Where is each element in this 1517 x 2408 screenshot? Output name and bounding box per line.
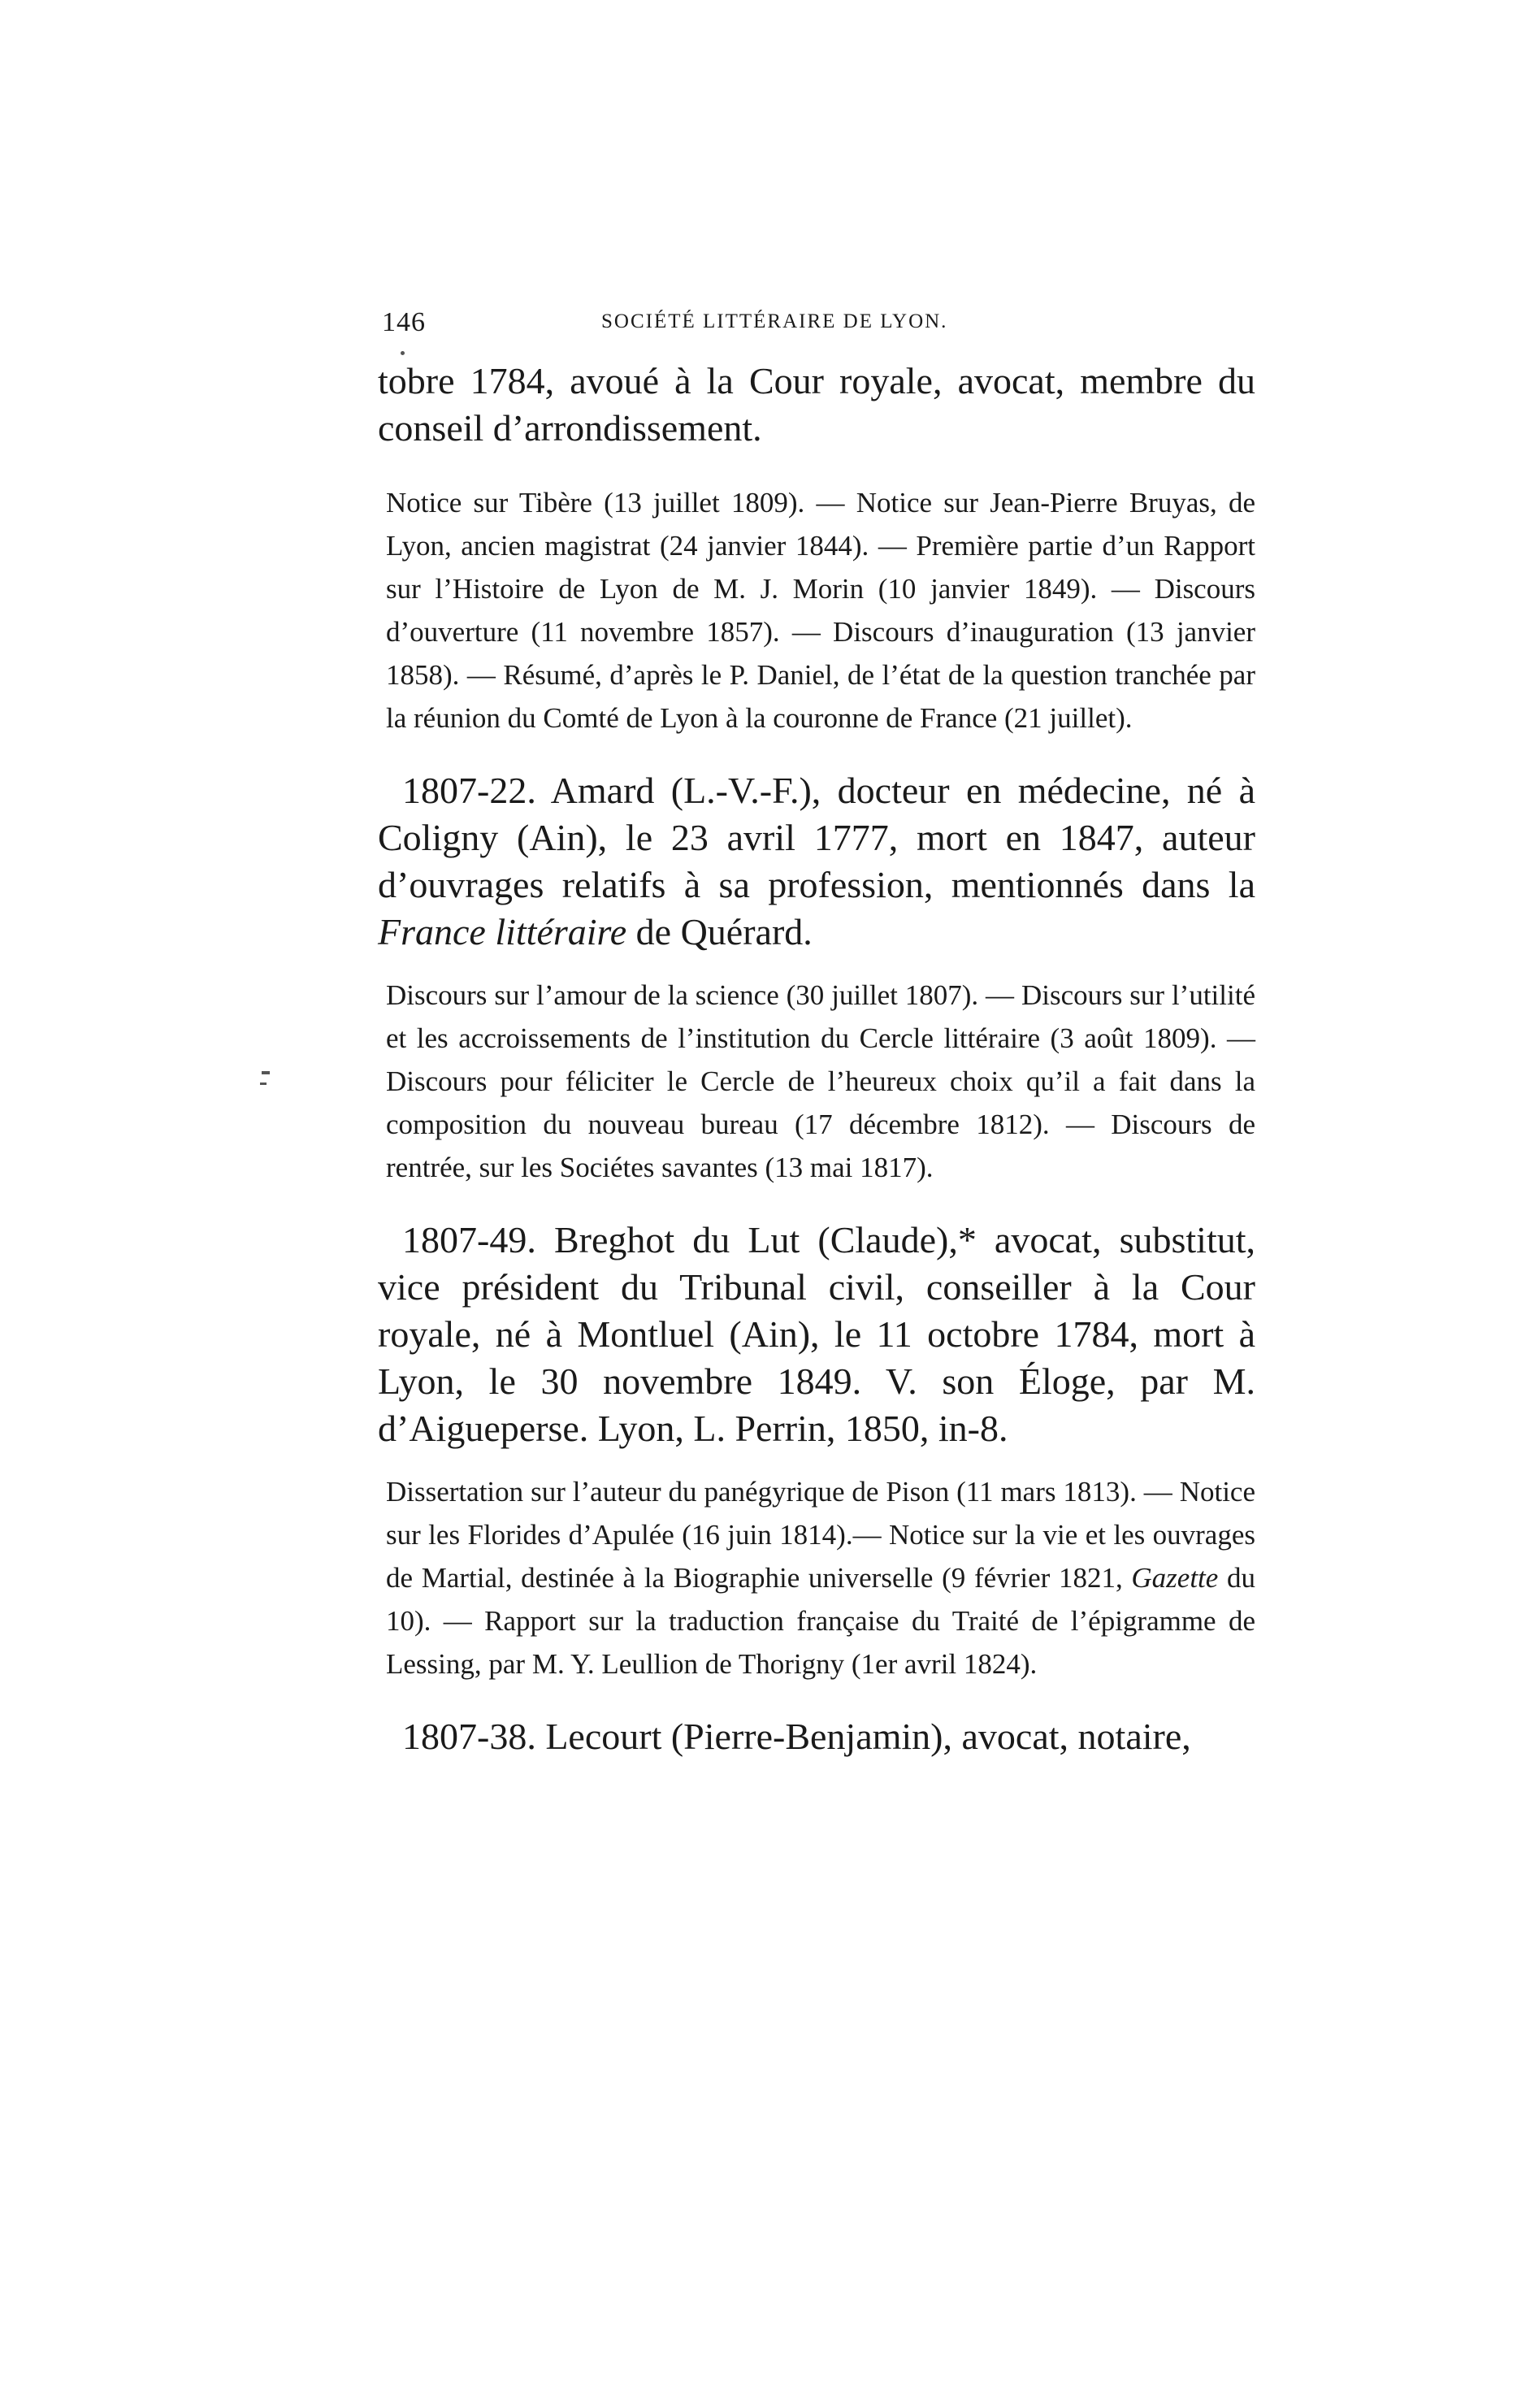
page-header	[382, 307, 1276, 348]
scan-artifact	[260, 1083, 267, 1085]
continued-entry-text: tobre 1784, avoué à la Cour royale, avocat, membre du conseil d’arrondissement.	[378, 360, 1255, 449]
entry-dates: 1807-49.	[402, 1219, 536, 1260]
entry-body	[378, 1217, 1255, 1452]
scan-artifact	[262, 1071, 270, 1074]
entry-text: Lecourt (Pierre-Benjamin), avocat, notaire,	[545, 1716, 1191, 1757]
entry-works: Discours sur l’amour de la science (30 juillet 1807). — Discours sur l’utilité et les accroissements de l’institution du Cercle littéraire (3 août 1809). — Discours pour féliciter le Cercle de l’heureux choix qu’il a fait dans la composition du nouveau bureau (17 décembre 1812). — Discours de rentrée, sur les Sociétes savantes (13 mai 1817).	[386, 979, 1255, 1183]
entry-text: Amard (L.-V.-F.), docteur en médecine, né à Coligny (Ain), le 23 avril 1777, mort en 1847, auteur d’ouvrages relatifs à sa profession, mentionnés dans la	[378, 770, 1255, 905]
works-italic: Gazette	[1131, 1562, 1219, 1594]
entry-works	[378, 1470, 1255, 1686]
entry-title-italic: France littéraire	[378, 911, 627, 952]
entry-amard	[378, 767, 1255, 1189]
entry-breghot	[378, 1217, 1255, 1686]
entry-dates: 1807-38.	[402, 1716, 536, 1757]
scan-artifact	[401, 351, 405, 355]
page-number: 146	[382, 307, 426, 337]
page-body	[378, 358, 1255, 1760]
entry-body	[378, 767, 1255, 956]
continued-entry-works: Notice sur Tibère (13 juillet 1809). — Notice sur Jean-Pierre Bruyas, de Lyon, ancien magistrat (24 janvier 1844). — Première partie d’un Rapport sur l’Histoire de Lyon de M. J. Morin (10 janvier 1849). — Discours d’ouverture (11 novembre 1857). — Discours d’inauguration (13 janvier 1858). — Résumé, d’après le P. Daniel, de l’état de la question tranchée par la réunion du Comté de Lyon à la couronne de France (21 juillet).	[386, 487, 1255, 734]
entry-text: Breghot du Lut (Claude),* avocat, substitut, vice président du Tribunal civil, conseiller à la Cour royale, né à Montluel (Ain), le 11 octobre 1784, mort à Lyon, le 30 novembre 1849. V. son Éloge, par M. d’Aigueperse. Lyon, L. Perrin, 1850, in-8.	[378, 1219, 1256, 1449]
works-text: Dissertation sur l’auteur du panégyrique de Pison (11 mars 1813). — Notice sur les Florides d’Apulée (16 juin 1814).— Notice sur la vie et les ouvrages de Martial, destinée à la Biographie universelle (9 février 1821,	[386, 1476, 1255, 1594]
entry-text-end: de Quérard.	[635, 911, 813, 952]
entry-dates: 1807-22.	[402, 770, 536, 811]
works-text-end: du 10). — Rapport sur la traduction française du Traité de l’épigramme de Lessing, par M. Y. Leullion de Thorigny (1er avril 1824).	[386, 1562, 1255, 1680]
entry-lecourt	[378, 1713, 1255, 1760]
running-head: SOCIÉTÉ LITTÉRAIRE DE LYON.	[601, 310, 948, 332]
entry-body	[378, 1713, 1255, 1760]
